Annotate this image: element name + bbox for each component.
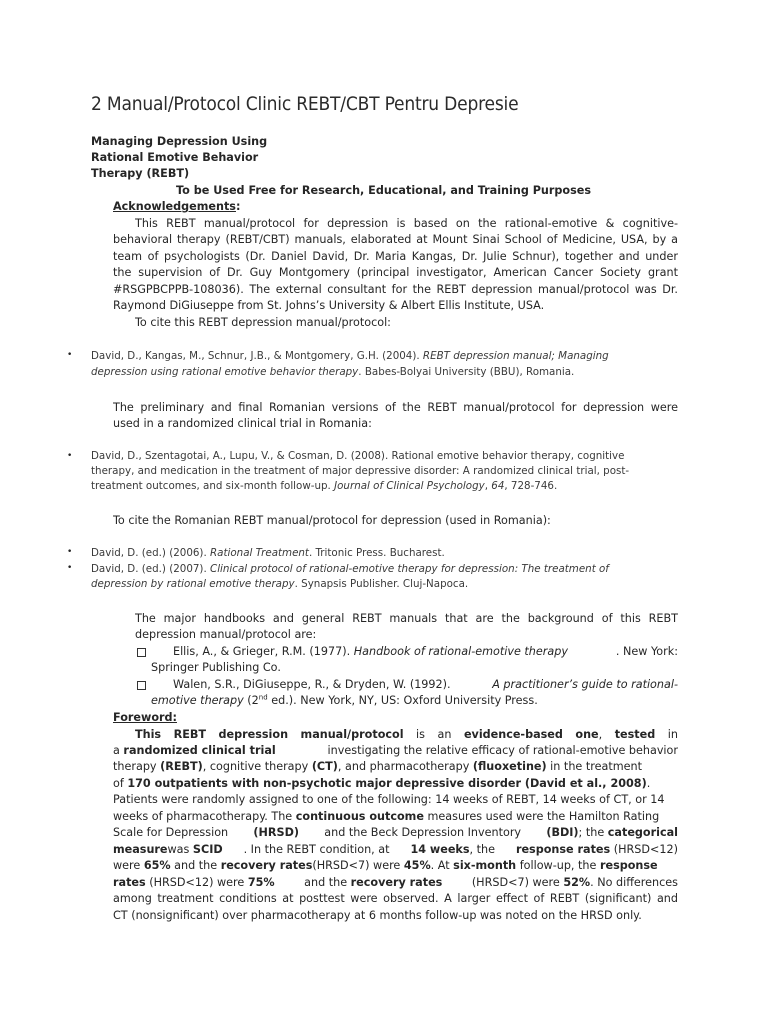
foreword-text: . No differences: [590, 876, 678, 889]
foreword-text: , the: [469, 843, 496, 856]
citation-text: David, D. (ed.) (2006).: [91, 547, 210, 559]
foreword-text: (HRSD<12): [610, 843, 678, 856]
foreword-word: in: [667, 728, 678, 741]
citation-text: David, D. (ed.) (2007).: [91, 563, 210, 575]
citation-title: depression by rational emotive therapy: [91, 578, 295, 590]
foreword-text: and the Beck Depression Inventory: [324, 826, 522, 839]
citation-text: ,: [484, 480, 492, 492]
citation-1-line-1: [91, 349, 609, 365]
acknowledgements-label: Acknowledgements: [113, 200, 236, 213]
foreword-bold: (CT): [311, 760, 338, 773]
foreword-text: and the: [170, 859, 221, 872]
foreword-text: and the: [304, 876, 351, 889]
citation-4-line-2: [91, 577, 468, 593]
checkbox-icon: [137, 681, 146, 690]
foreword-bold: response rates: [515, 843, 611, 856]
foreword-line-12: CT (nonsignificant) over pharmacotherapy at 6 months follow-up was noted on the HRSD only.: [113, 909, 642, 922]
foreword-word: This: [135, 728, 162, 741]
foreword-word: tested: [614, 728, 656, 741]
citation-2-line-3: [91, 479, 557, 495]
foreword-text: weeks of pharmacotherapy. The: [113, 810, 296, 823]
foreword-word: is: [416, 728, 425, 741]
citation-2-line-1: David, D., Szentagotai, A., Lupu, V., & Cosman, D. (2008). Rational emotive behavior therapy, cognitive: [91, 450, 625, 462]
foreword-line-1: [135, 727, 678, 743]
foreword-line-11: among treatment conditions at posttest were observed. A larger effect of REBT (significant) and: [113, 892, 678, 905]
handbook-1-line-2: Springer Publishing Co.: [151, 661, 281, 674]
citation-4-line-1: [91, 562, 609, 578]
cite-romanian-line: To cite the Romanian REBT manual/protocol for depression (used in Romania):: [113, 514, 551, 527]
citation-volume: 64: [491, 480, 505, 492]
foreword-word: manual/protocol: [300, 728, 404, 741]
acknowledgements-colon: :: [235, 200, 241, 213]
handbook-text: ed.). New York, NY, US: Oxford University Press.: [267, 694, 538, 707]
foreword-bold: measure: [113, 843, 168, 856]
ack-line-2: behavioral therapy (REBT/CBT) manuals, elaborated at Mount Sinai School of Medicine, USA, by a: [113, 233, 678, 246]
foreword-bold: rates: [113, 876, 146, 889]
foreword-line-2: [113, 743, 678, 759]
heading-line-3: Therapy (REBT): [91, 167, 190, 180]
handbooks-line-1: The major handbooks and general REBT manuals that are the background of this REBT: [135, 612, 678, 625]
foreword-word: depression: [218, 728, 289, 741]
foreword-word: an: [437, 728, 452, 741]
ack-line-5: #RSGPBCPPB-108036). The external consultant for the REBT depression manual/protocol was Dr.: [113, 283, 678, 296]
foreword-bold: randomized clinical trial: [123, 744, 276, 757]
citation-2-line-2: therapy, and medication in the treatment of major depressive disorder: A randomized clinical trial, post-: [91, 465, 630, 477]
foreword-bold: continuous outcome: [295, 810, 424, 823]
citation-text: , 728-746.: [504, 480, 558, 492]
citation-title: REBT depression manual; Managing: [422, 350, 609, 362]
citation-title: Rational Treatment: [210, 547, 309, 559]
foreword-bold: (BDI): [546, 826, 579, 839]
foreword-bold: 75%: [247, 876, 275, 889]
citation-3: [91, 546, 445, 562]
foreword-bold: recovery rates: [220, 859, 313, 872]
citation-1-line-2: [91, 365, 574, 381]
bullet-icon: •: [67, 547, 73, 557]
ack-line-3: team of psychologists (Dr. Daniel David, Dr. Maria Kangas, Dr. Julie Schnur), together and under: [113, 250, 678, 263]
foreword-text: , cognitive therapy: [202, 760, 312, 773]
foreword-bold: 170 outpatients with non-psychotic major depressive disorder (David et al., 2008): [127, 777, 647, 790]
citation-title: Clinical protocol of rational-emotive therapy for depression: The treatment of: [210, 563, 609, 575]
foreword-bold: (fluoxetine): [472, 760, 547, 773]
foreword-text: a: [113, 744, 124, 757]
foreword-text: were: [113, 859, 144, 872]
foreword-bold: 45%: [403, 859, 431, 872]
foreword-text: (HRSD<7) were: [471, 876, 564, 889]
foreword-line-7: [113, 825, 678, 841]
bullet-icon: •: [67, 563, 73, 573]
foreword-text: . At: [430, 859, 454, 872]
foreword-bold: 14 weeks: [410, 843, 470, 856]
handbook-title: emotive therapy: [151, 694, 244, 707]
handbook-text: . New York:: [615, 645, 678, 658]
foreword-text: of: [113, 777, 128, 790]
handbook-1-line-1: [173, 644, 678, 660]
ack-line-1: This REBT manual/protocol for depression is based on the rational-emotive & cognitive-: [135, 217, 678, 230]
foreword-text: therapy: [113, 760, 161, 773]
heading-line-1: Managing Depression Using: [91, 135, 268, 148]
subheading: To be Used Free for Research, Educational, and Training Purposes: [176, 184, 592, 197]
foreword-text: follow-up, the: [516, 859, 600, 872]
foreword-text: .: [646, 777, 651, 790]
foreword-text: . In the REBT condition, at: [243, 843, 390, 856]
bullet-icon: •: [67, 451, 73, 461]
foreword-text: (HRSD<12) were: [145, 876, 248, 889]
foreword-line-6: [113, 809, 659, 825]
document-title: 2 Manual/Protocol Clinic REBT/CBT Pentru Depresie: [91, 93, 519, 115]
foreword-bold: categorical: [607, 826, 678, 839]
handbooks-line-2: depression manual/protocol are:: [135, 628, 317, 641]
handbook-text: Walen, S.R., DiGiuseppe, R., & Dryden, W. (1992).: [173, 678, 451, 691]
citation-text: . Synapsis Publisher. Cluj-Napoca.: [294, 578, 469, 590]
citation-text: treatment outcomes, and six-month follow-up.: [91, 480, 335, 492]
checkbox-icon: [137, 648, 146, 657]
foreword-word: one: [575, 728, 599, 741]
foreword-bold: 65%: [143, 859, 171, 872]
foreword-bold: six-month: [453, 859, 517, 872]
citation-text: David, D., Kangas, M., Schnur, J.B., & Montgomery, G.H. (2004).: [91, 350, 423, 362]
handbook-text: Ellis, A., & Grieger, R.M. (1977).: [173, 645, 354, 658]
superscript: nd: [258, 693, 268, 702]
handbook-title: A practitioner’s guide to rational-: [492, 678, 678, 691]
romanian-line-2: used in a randomized clinical trial in Romania:: [113, 417, 372, 430]
foreword-line-10: [113, 875, 678, 891]
foreword-text: measures used were the Hamilton Rating: [423, 810, 660, 823]
foreword-text: Scale for Depression: [113, 826, 229, 839]
bullet-icon: •: [67, 350, 73, 360]
foreword-text: was: [167, 843, 193, 856]
ack-line-6: Raymond DiGiuseppe from St. Johns’s University & Albert Ellis Institute, USA.: [113, 299, 545, 312]
foreword-word: REBT: [173, 728, 207, 741]
foreword-text: , and pharmacotherapy: [337, 760, 473, 773]
foreword-line-4: [113, 776, 650, 792]
ack-line-4: the supervision of Dr. Guy Montgomery (principal investigator, American Cancer Society grant: [113, 266, 678, 279]
foreword-word: ,: [598, 728, 603, 741]
foreword-line-3: [113, 759, 678, 775]
foreword-heading: Foreword:: [113, 711, 177, 724]
handbook-2-line-2: [151, 693, 538, 709]
citation-text: . Babes-Bolyai University (BBU), Romania.: [358, 366, 575, 378]
handbook-text: (2: [243, 694, 259, 707]
foreword-bold: response: [599, 859, 658, 872]
acknowledgements-heading: [113, 199, 240, 215]
handbook-title: Handbook of rational-emotive therapy: [353, 645, 568, 658]
handbook-2-line-1: [173, 677, 678, 693]
foreword-text: (HRSD<7) were: [312, 859, 404, 872]
citation-title: depression using rational emotive behavior therapy: [91, 366, 359, 378]
citation-journal: Journal of Clinical Psychology: [334, 480, 485, 492]
citation-text: . Tritonic Press. Bucharest.: [308, 547, 445, 559]
foreword-text: investigating the relative efficacy of rational-emotive behavior: [327, 744, 678, 757]
foreword-bold: SCID: [192, 843, 223, 856]
foreword-line-5: Patients were randomly assigned to one of the following: 14 weeks of REBT, 14 weeks of CT, or 14: [113, 793, 665, 806]
romanian-line-1: The preliminary and final Romanian versions of the REBT manual/protocol for depression were: [113, 401, 678, 414]
foreword-line-8: [113, 842, 678, 858]
foreword-bold: 52%: [563, 876, 591, 889]
foreword-bold: (HRSD): [253, 826, 299, 839]
foreword-bold: (REBT): [160, 760, 203, 773]
foreword-bold: recovery rates: [350, 876, 443, 889]
foreword-line-9: [113, 858, 678, 874]
heading-line-2: Rational Emotive Behavior: [91, 151, 259, 164]
ack-line-7: To cite this REBT depression manual/protocol:: [135, 316, 391, 329]
foreword-text: in the treatment: [546, 760, 642, 773]
foreword-text: ; the: [578, 826, 608, 839]
foreword-word: evidence-based: [463, 728, 563, 741]
